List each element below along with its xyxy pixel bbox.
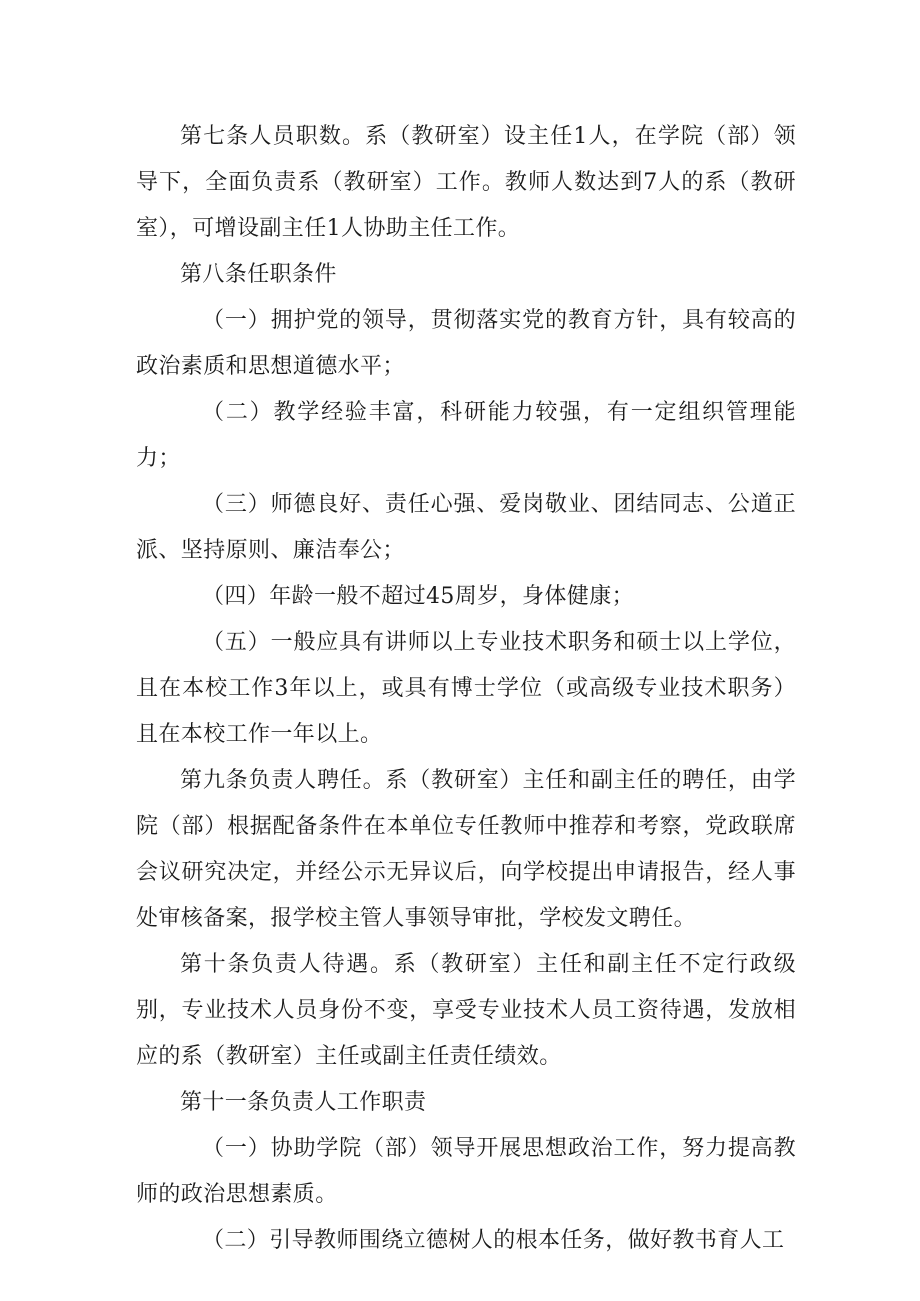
article-8-item-5: （五）一般应具有讲师以上专业技术职务和硕士以上学位，且在本校工作3年以上，或具有博士学位（或高级专业技术职务）且在本校工作一年以上。 <box>136 630 796 747</box>
article-8-item-1: （一）拥护党的领导，贯彻落实党的教育方针，具有较高的政治素质和思想道德水平； <box>136 308 796 379</box>
article-8-item-4: （四）年龄一般不超过45周岁，身体健康； <box>202 584 634 609</box>
article-10: 第十条负责人待遇。系（教研室）主任和副主任不定行政级别，专业技术人员身份不变，享受专业技术人员工资待遇，发放相应的系（教研室）主任或副主任责任绩效。 <box>136 952 796 1069</box>
article-8-item-2: （二）教学经验丰富，科研能力较强，有一定组织管理能力； <box>136 400 796 471</box>
article-9: 第九条负责人聘任。系（教研室）主任和副主任的聘任，由学院（部）根据配备条件在本单位专任教师中推荐和考察，党政联席会议研究决定，并经公示无异议后，向学校提出申请报告，经人事处审核备案，报学校主管人事领导审批，学校发文聘任。 <box>136 768 796 931</box>
document-body <box>136 114 796 1264</box>
article-11-heading: 第十一条负责人工作职责 <box>180 1090 427 1115</box>
article-11-item-2: （二）引导教师围绕立德树人的根本任务，做好教书育人工 <box>202 1228 785 1253</box>
article-8-heading: 第八条任职条件 <box>180 262 337 287</box>
article-7: 第七条人员职数。系（教研室）设主任1人，在学院（部）领导下，全面负责系（教研室）工作。教师人数达到7人的系（教研室），可增设副主任1人协助主任工作。 <box>136 124 796 241</box>
article-8-item-3: （三）师德良好、责任心强、爱岗敬业、团结同志、公道正派、坚持原则、廉洁奉公； <box>136 492 796 563</box>
article-11-item-1: （一）协助学院（部）领导开展思想政治工作，努力提高教师的政治思想素质。 <box>136 1136 796 1207</box>
